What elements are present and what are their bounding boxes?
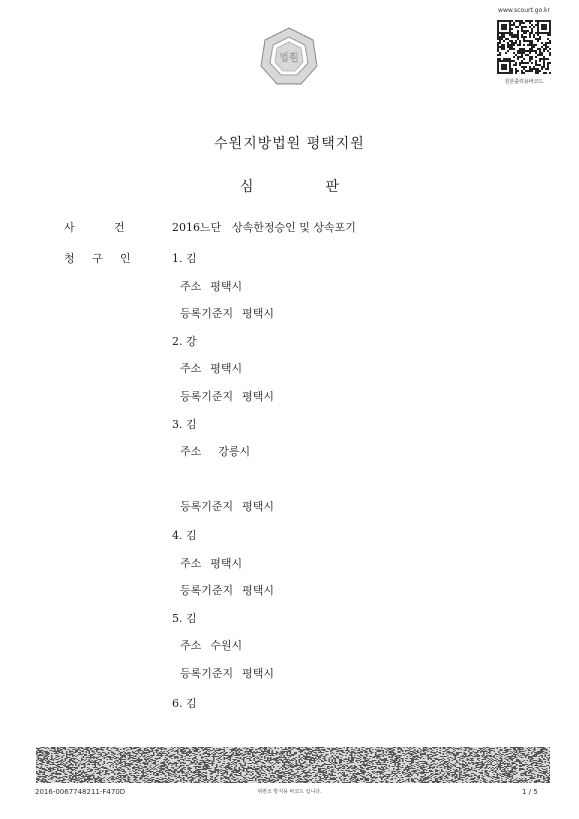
claimant-line [172, 527, 197, 543]
document-title-char: 심 [239, 179, 254, 195]
claimant-line-key: 주소 [180, 639, 202, 652]
barcode-note: 위변조 방지용 바코드 입니다. [257, 789, 322, 795]
claimant-line-value: 평택시 [242, 584, 275, 597]
claimant-line [180, 498, 274, 514]
claimant-line-key: 주소 [180, 280, 202, 293]
claimant-line [180, 555, 242, 571]
claimant-line-value: 평택시 [210, 557, 243, 570]
claimant-line-value: 수원시 [210, 639, 243, 652]
claimant-line [172, 333, 197, 349]
claimant-line [180, 388, 274, 404]
claimant-line-key: 3. 김 [172, 418, 197, 431]
case-label-char: 사 [64, 221, 75, 234]
claimant-line [180, 305, 274, 321]
claimant-line [172, 250, 197, 266]
case-number: 2016느단 [172, 221, 222, 234]
claimant-line-key: 4. 김 [172, 529, 197, 542]
court-name: 수원지방법원 평택지원 [214, 136, 365, 152]
document-title-char: 판 [325, 179, 340, 195]
claimant-line [180, 278, 242, 294]
claimant-line [180, 443, 250, 459]
document-title [0, 176, 579, 196]
claimant-line-value: 평택시 [210, 280, 243, 293]
claimant-line-key: 주소 [180, 557, 202, 570]
claimant-line-value: 평택시 [242, 500, 275, 513]
qr-url-text: www.scourt.go.kr [498, 7, 550, 14]
claimant-line-key: 등록기준지 [180, 667, 234, 680]
court-emblem-logo [258, 26, 320, 88]
claimant-label [64, 250, 148, 266]
claimant-line [172, 416, 197, 432]
claimant-line-value: 평택시 [242, 307, 275, 320]
document-id: 2016-0067748211-F470D [35, 788, 126, 796]
claimant-label-char: 청 [64, 252, 75, 265]
claimant-line [180, 637, 242, 653]
emblem-text: 법원 [279, 53, 299, 64]
claimant-line-key: 등록기준지 [180, 390, 234, 403]
claimant-line [172, 610, 197, 626]
claimant-line [180, 665, 274, 681]
claimant-line-key: 등록기준지 [180, 500, 234, 513]
claimant-line-key: 등록기준지 [180, 584, 234, 597]
claimant-line-key: 5. 김 [172, 612, 197, 625]
claimant-line-value: 평택시 [210, 362, 243, 375]
claimant-line [180, 360, 242, 376]
claimant-line-key: 2. 강 [172, 335, 197, 348]
qr-caption-text: 원본출력용바코드 [504, 79, 544, 85]
page-number: 1 / 5 [522, 788, 538, 796]
case-name: 상속한정승인 및 상속포기 [232, 221, 356, 234]
claimant-line [172, 695, 197, 711]
claimant-line-value: 평택시 [242, 667, 275, 680]
claimant-label-char: 구 [92, 252, 103, 265]
qr-code-image [497, 20, 551, 74]
claimant-label-char: 인 [120, 252, 131, 265]
case-label [64, 219, 142, 235]
claimant-line-value: 강릉시 [218, 445, 251, 458]
claimant-line [180, 582, 274, 598]
claimant-line-key: 1. 김 [172, 252, 197, 265]
claimant-line-key: 등록기준지 [180, 307, 234, 320]
anti-forgery-barcode [36, 747, 550, 783]
case-label-char: 건 [114, 221, 125, 234]
claimant-line-key: 주소 [180, 362, 202, 375]
claimant-line-value: 평택시 [242, 390, 275, 403]
claimant-line-key: 6. 김 [172, 697, 197, 710]
claimant-line-key: 주소 [180, 445, 202, 458]
